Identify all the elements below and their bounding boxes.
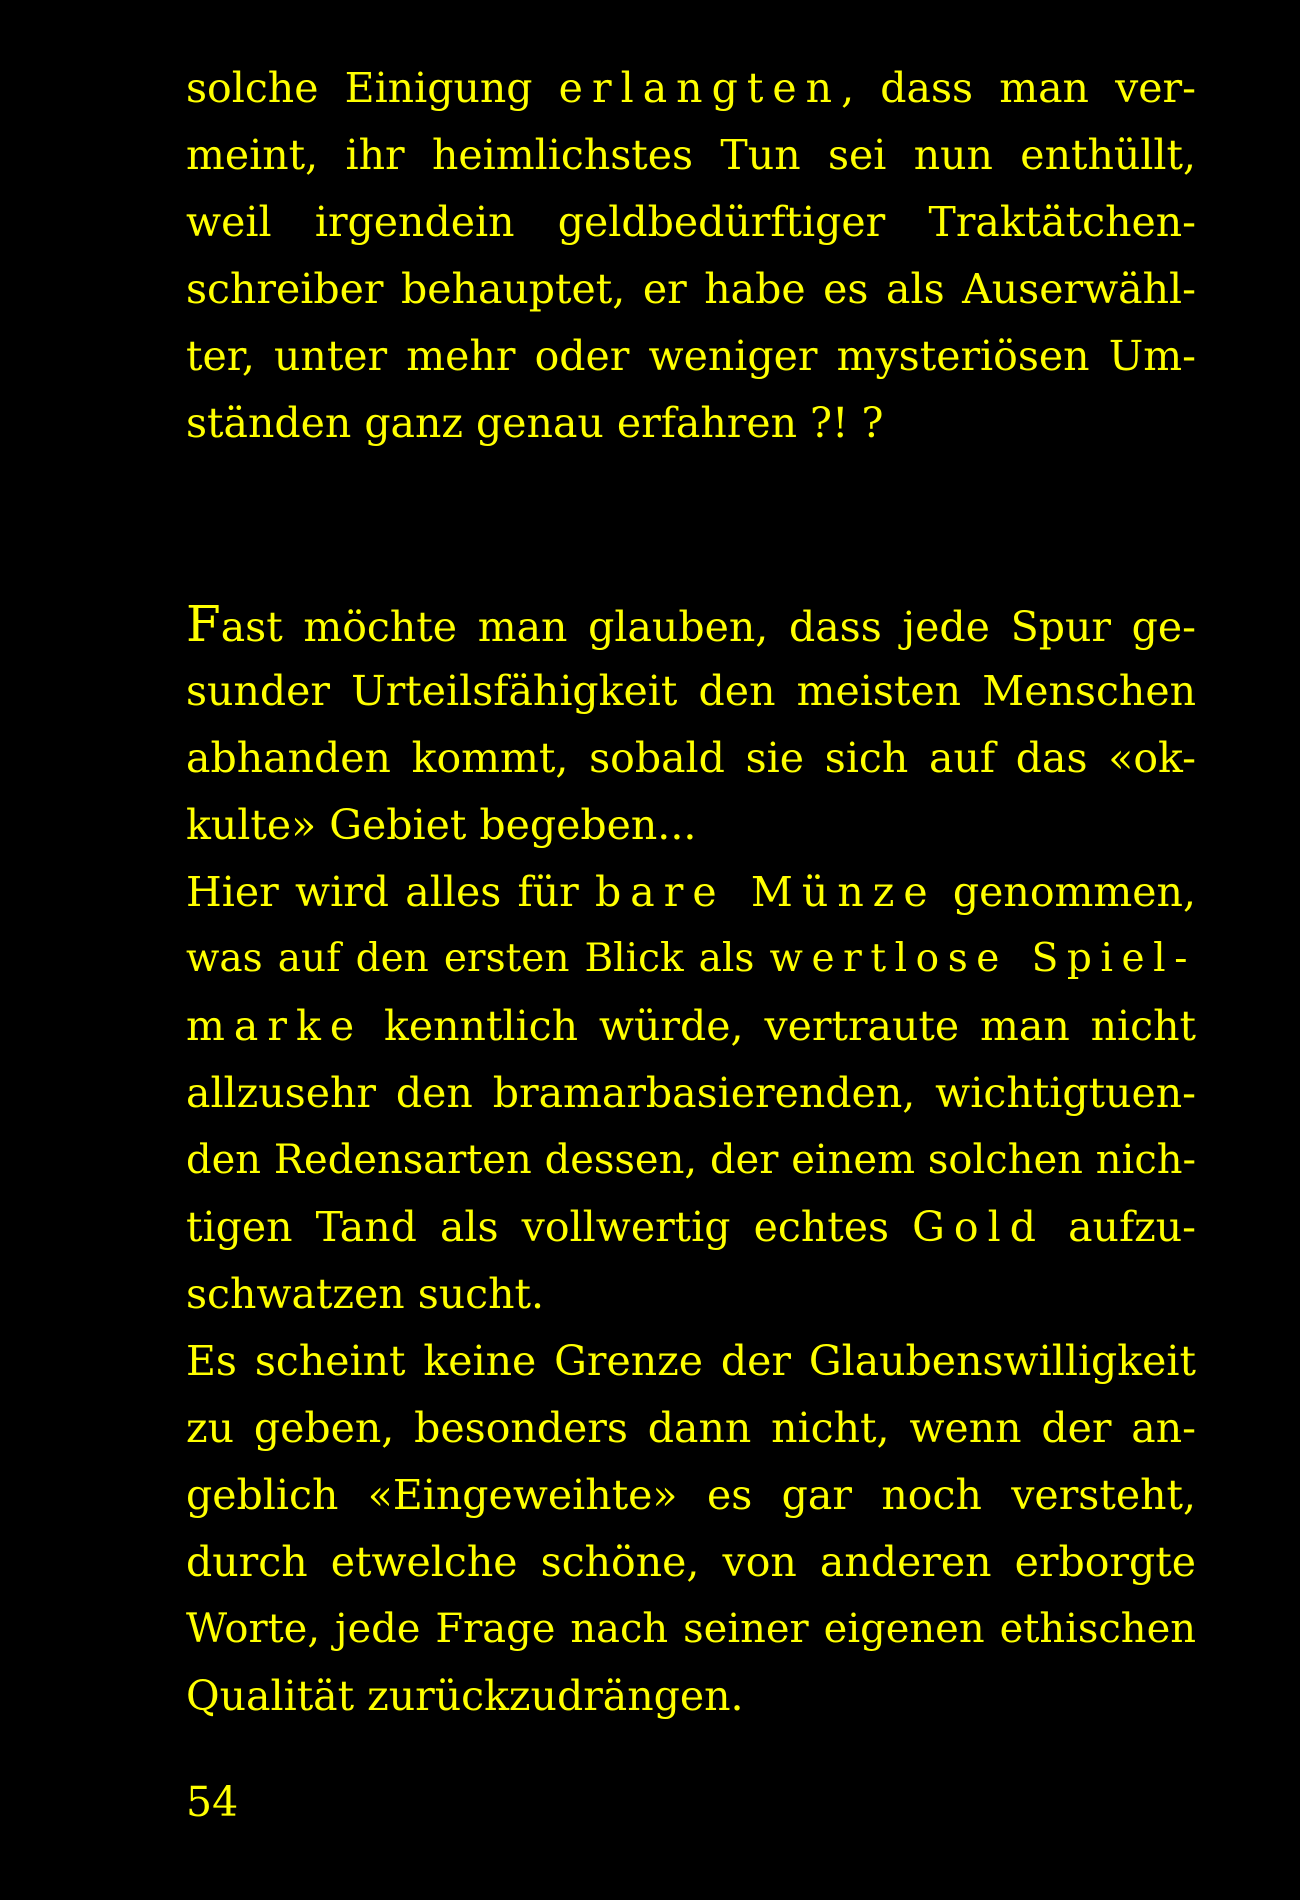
text-line: Es scheint keine Grenze der Glaubenswilligkeit [186, 1337, 1196, 1385]
paragraph-first-line: Fast möchte man glauben, dass jede Spur ge- [186, 595, 1196, 653]
text-line: Worte, jede Frage nach seiner eigenen ethischen [186, 1606, 1196, 1652]
text-line: schwatzen sucht. [186, 1270, 545, 1318]
text-line: allzusehr den bramarbasierenden, wichtigtuen- [186, 1069, 1196, 1117]
text-line: schreiber behauptet, er habe es als Auserwähl- [186, 265, 1196, 313]
text-line: ständen ganz genau erfahren ?! ? [186, 399, 884, 447]
text-line: weil irgendein geldbedürftiger Traktätchen- [186, 198, 1196, 246]
text-line: abhanden kommt, sobald sie sich auf das «ok- [186, 734, 1196, 782]
text-line: zu geben, besonders dann nicht, wenn der an- [186, 1404, 1196, 1452]
text-line: marke kenntlich würde, vertraute man nicht [186, 1002, 1196, 1050]
text-line: tigen Tand als vollwertig echtes Gold aufzu- [186, 1203, 1196, 1251]
text-line: solche Einigung erlangten, dass man ver- [186, 64, 1196, 112]
text-line: ter, unter mehr oder weniger mysteriösen Um- [186, 332, 1196, 380]
text-line: durch etwelche schöne, von anderen erborgte [186, 1538, 1196, 1586]
text-line: Hier wird alles für bare Münze genommen, [186, 868, 1196, 916]
page-number: 54 [186, 1778, 239, 1826]
text-line: den Redensarten dessen, der einem solchen nich- [186, 1137, 1196, 1183]
text-line: was auf den ersten Blick als wertlose Spiel- [186, 936, 1196, 981]
text-line: meint, ihr heimlichstes Tun sei nun enthüllt, [186, 131, 1196, 179]
initial-letter: F [186, 595, 221, 653]
text-line: kulte» Gebiet begeben... [186, 801, 697, 849]
text-line: sunder Urteilsfähigkeit den meisten Menschen [186, 667, 1196, 715]
text-line: Qualität zurückzudrängen. [186, 1672, 744, 1720]
text-line: geblich «Eingeweihte» es gar noch versteht, [186, 1471, 1196, 1519]
